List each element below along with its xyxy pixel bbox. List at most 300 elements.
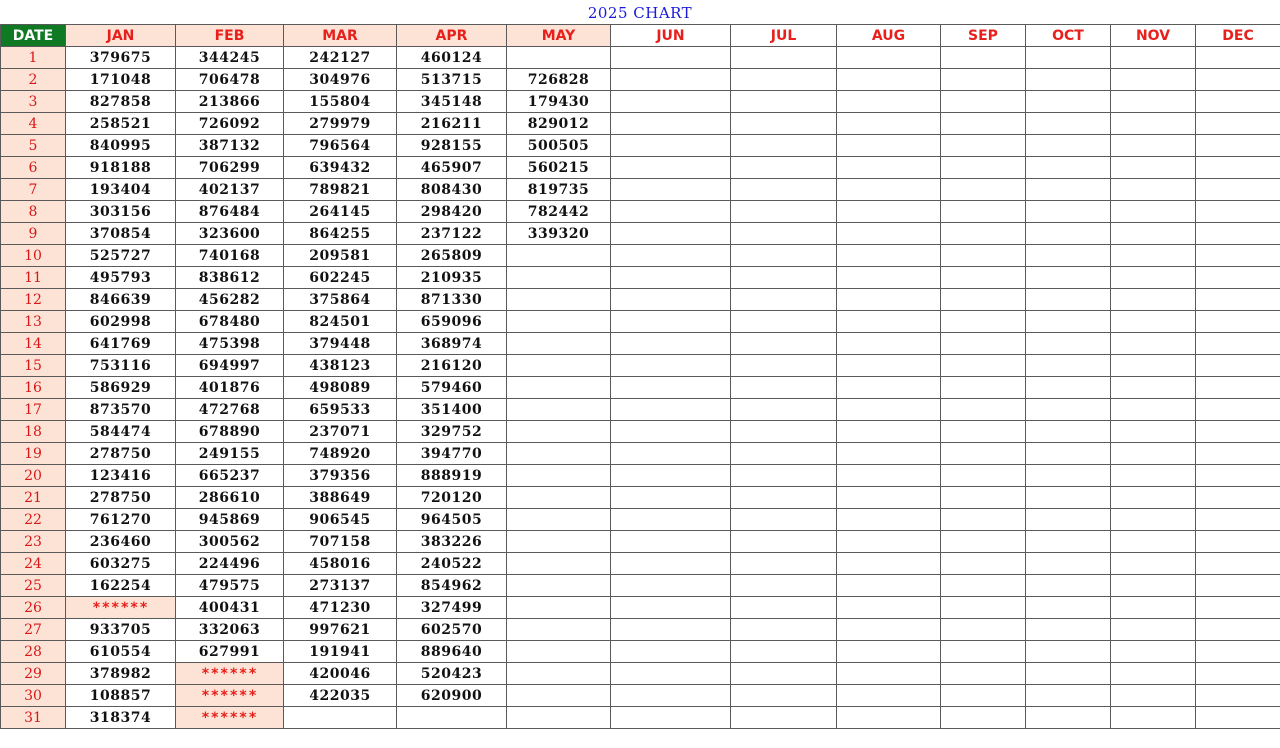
value-cell[interactable] bbox=[611, 443, 731, 465]
value-cell[interactable]: 304976 bbox=[284, 69, 397, 91]
value-cell[interactable] bbox=[1026, 201, 1111, 223]
value-cell[interactable] bbox=[837, 685, 941, 707]
value-cell[interactable]: 344245 bbox=[176, 47, 284, 69]
value-cell[interactable] bbox=[1026, 421, 1111, 443]
value-cell[interactable] bbox=[731, 619, 837, 641]
value-cell[interactable]: 216120 bbox=[397, 355, 507, 377]
date-cell[interactable]: 15 bbox=[1, 355, 66, 377]
value-cell[interactable]: 318374 bbox=[66, 707, 176, 729]
value-cell[interactable] bbox=[611, 47, 731, 69]
value-cell[interactable] bbox=[1111, 619, 1196, 641]
value-cell[interactable]: 694997 bbox=[176, 355, 284, 377]
value-cell[interactable] bbox=[1111, 377, 1196, 399]
date-cell[interactable]: 27 bbox=[1, 619, 66, 641]
value-cell[interactable] bbox=[731, 663, 837, 685]
col-header-jul[interactable]: JUL bbox=[731, 25, 837, 47]
value-cell[interactable] bbox=[731, 289, 837, 311]
value-cell[interactable] bbox=[731, 223, 837, 245]
date-cell[interactable]: 25 bbox=[1, 575, 66, 597]
value-cell[interactable] bbox=[507, 355, 611, 377]
value-cell[interactable] bbox=[611, 487, 731, 509]
value-cell[interactable]: 753116 bbox=[66, 355, 176, 377]
value-cell[interactable]: 627991 bbox=[176, 641, 284, 663]
col-header-nov[interactable]: NOV bbox=[1111, 25, 1196, 47]
value-cell[interactable] bbox=[1196, 421, 1280, 443]
value-cell[interactable] bbox=[611, 311, 731, 333]
value-cell[interactable] bbox=[1196, 663, 1280, 685]
date-cell[interactable]: 29 bbox=[1, 663, 66, 685]
value-cell[interactable]: 726092 bbox=[176, 113, 284, 135]
value-cell[interactable] bbox=[731, 179, 837, 201]
value-cell[interactable]: 465907 bbox=[397, 157, 507, 179]
value-cell[interactable] bbox=[1196, 377, 1280, 399]
value-cell[interactable] bbox=[731, 135, 837, 157]
value-cell[interactable]: 378982 bbox=[66, 663, 176, 685]
value-cell[interactable] bbox=[837, 663, 941, 685]
value-cell[interactable] bbox=[507, 509, 611, 531]
value-cell[interactable] bbox=[1026, 575, 1111, 597]
value-cell[interactable] bbox=[837, 179, 941, 201]
value-cell[interactable] bbox=[1026, 245, 1111, 267]
value-cell[interactable]: 602245 bbox=[284, 267, 397, 289]
date-cell[interactable]: 30 bbox=[1, 685, 66, 707]
value-cell[interactable] bbox=[507, 267, 611, 289]
value-cell[interactable]: 123416 bbox=[66, 465, 176, 487]
value-cell[interactable] bbox=[941, 179, 1026, 201]
value-cell[interactable]: 388649 bbox=[284, 487, 397, 509]
value-cell[interactable]: 748920 bbox=[284, 443, 397, 465]
value-cell[interactable] bbox=[837, 465, 941, 487]
value-cell[interactable] bbox=[1111, 333, 1196, 355]
date-cell[interactable]: 18 bbox=[1, 421, 66, 443]
value-cell[interactable]: 888919 bbox=[397, 465, 507, 487]
value-cell[interactable] bbox=[837, 487, 941, 509]
date-cell[interactable]: 14 bbox=[1, 333, 66, 355]
value-cell[interactable]: 579460 bbox=[397, 377, 507, 399]
value-cell[interactable] bbox=[1196, 289, 1280, 311]
value-cell[interactable] bbox=[1026, 553, 1111, 575]
value-cell[interactable] bbox=[837, 47, 941, 69]
value-cell[interactable] bbox=[731, 575, 837, 597]
date-cell[interactable]: 20 bbox=[1, 465, 66, 487]
date-cell[interactable]: 12 bbox=[1, 289, 66, 311]
value-cell[interactable]: 740168 bbox=[176, 245, 284, 267]
value-cell[interactable] bbox=[1111, 531, 1196, 553]
value-cell[interactable] bbox=[1111, 113, 1196, 135]
value-cell[interactable] bbox=[611, 641, 731, 663]
value-cell[interactable]: 379356 bbox=[284, 465, 397, 487]
value-cell[interactable] bbox=[1196, 113, 1280, 135]
value-cell[interactable] bbox=[941, 685, 1026, 707]
value-cell[interactable]: 458016 bbox=[284, 553, 397, 575]
value-cell[interactable] bbox=[1026, 641, 1111, 663]
value-cell[interactable] bbox=[507, 553, 611, 575]
value-cell[interactable] bbox=[731, 201, 837, 223]
col-header-aug[interactable]: AUG bbox=[837, 25, 941, 47]
value-cell[interactable]: 479575 bbox=[176, 575, 284, 597]
value-cell[interactable]: 495793 bbox=[66, 267, 176, 289]
value-cell[interactable]: 678480 bbox=[176, 311, 284, 333]
value-cell[interactable]: 379448 bbox=[284, 333, 397, 355]
value-cell[interactable]: ****** bbox=[176, 685, 284, 707]
value-cell[interactable] bbox=[1196, 47, 1280, 69]
value-cell[interactable] bbox=[731, 531, 837, 553]
value-cell[interactable] bbox=[1026, 487, 1111, 509]
value-cell[interactable]: 383226 bbox=[397, 531, 507, 553]
value-cell[interactable]: 706478 bbox=[176, 69, 284, 91]
value-cell[interactable] bbox=[1111, 201, 1196, 223]
value-cell[interactable] bbox=[731, 333, 837, 355]
value-cell[interactable] bbox=[611, 201, 731, 223]
value-cell[interactable] bbox=[941, 157, 1026, 179]
value-cell[interactable] bbox=[731, 399, 837, 421]
value-cell[interactable] bbox=[1026, 223, 1111, 245]
value-cell[interactable] bbox=[941, 69, 1026, 91]
value-cell[interactable] bbox=[611, 245, 731, 267]
value-cell[interactable] bbox=[1196, 575, 1280, 597]
value-cell[interactable]: 906545 bbox=[284, 509, 397, 531]
value-cell[interactable] bbox=[941, 531, 1026, 553]
value-cell[interactable] bbox=[941, 421, 1026, 443]
value-cell[interactable]: 387132 bbox=[176, 135, 284, 157]
col-header-dec[interactable]: DEC bbox=[1196, 25, 1280, 47]
value-cell[interactable] bbox=[1111, 245, 1196, 267]
value-cell[interactable]: 213866 bbox=[176, 91, 284, 113]
value-cell[interactable] bbox=[837, 531, 941, 553]
value-cell[interactable]: 249155 bbox=[176, 443, 284, 465]
value-cell[interactable] bbox=[1026, 443, 1111, 465]
col-header-jan[interactable]: JAN bbox=[66, 25, 176, 47]
value-cell[interactable]: 258521 bbox=[66, 113, 176, 135]
col-header-feb[interactable]: FEB bbox=[176, 25, 284, 47]
value-cell[interactable]: 236460 bbox=[66, 531, 176, 553]
value-cell[interactable]: 191941 bbox=[284, 641, 397, 663]
col-header-mar[interactable]: MAR bbox=[284, 25, 397, 47]
value-cell[interactable] bbox=[1026, 113, 1111, 135]
value-cell[interactable]: 678890 bbox=[176, 421, 284, 443]
value-cell[interactable]: 964505 bbox=[397, 509, 507, 531]
value-cell[interactable] bbox=[1196, 267, 1280, 289]
value-cell[interactable] bbox=[507, 443, 611, 465]
value-cell[interactable]: 641769 bbox=[66, 333, 176, 355]
value-cell[interactable]: 379675 bbox=[66, 47, 176, 69]
value-cell[interactable] bbox=[1111, 399, 1196, 421]
value-cell[interactable] bbox=[837, 113, 941, 135]
value-cell[interactable] bbox=[837, 641, 941, 663]
date-cell[interactable]: 10 bbox=[1, 245, 66, 267]
value-cell[interactable] bbox=[1111, 641, 1196, 663]
value-cell[interactable] bbox=[941, 311, 1026, 333]
value-cell[interactable]: 279979 bbox=[284, 113, 397, 135]
value-cell[interactable] bbox=[611, 377, 731, 399]
value-cell[interactable]: 456282 bbox=[176, 289, 284, 311]
value-cell[interactable] bbox=[507, 333, 611, 355]
value-cell[interactable] bbox=[1196, 487, 1280, 509]
value-cell[interactable] bbox=[941, 355, 1026, 377]
value-cell[interactable]: 300562 bbox=[176, 531, 284, 553]
value-cell[interactable] bbox=[1026, 135, 1111, 157]
value-cell[interactable] bbox=[507, 707, 611, 729]
value-cell[interactable] bbox=[1111, 47, 1196, 69]
value-cell[interactable] bbox=[837, 135, 941, 157]
date-cell[interactable]: 16 bbox=[1, 377, 66, 399]
value-cell[interactable]: 513715 bbox=[397, 69, 507, 91]
value-cell[interactable] bbox=[1026, 663, 1111, 685]
date-cell[interactable]: 7 bbox=[1, 179, 66, 201]
value-cell[interactable] bbox=[1026, 685, 1111, 707]
date-cell[interactable]: 11 bbox=[1, 267, 66, 289]
value-cell[interactable] bbox=[1026, 157, 1111, 179]
value-cell[interactable]: 584474 bbox=[66, 421, 176, 443]
value-cell[interactable] bbox=[1026, 333, 1111, 355]
value-cell[interactable] bbox=[837, 91, 941, 113]
value-cell[interactable] bbox=[1196, 179, 1280, 201]
value-cell[interactable] bbox=[731, 355, 837, 377]
value-cell[interactable] bbox=[611, 399, 731, 421]
value-cell[interactable]: 808430 bbox=[397, 179, 507, 201]
value-cell[interactable] bbox=[941, 223, 1026, 245]
value-cell[interactable]: 339320 bbox=[507, 223, 611, 245]
value-cell[interactable] bbox=[837, 333, 941, 355]
value-cell[interactable]: ****** bbox=[176, 663, 284, 685]
value-cell[interactable]: 796564 bbox=[284, 135, 397, 157]
value-cell[interactable] bbox=[507, 575, 611, 597]
value-cell[interactable] bbox=[1111, 421, 1196, 443]
value-cell[interactable]: 438123 bbox=[284, 355, 397, 377]
value-cell[interactable] bbox=[941, 333, 1026, 355]
value-cell[interactable]: 520423 bbox=[397, 663, 507, 685]
value-cell[interactable] bbox=[1026, 69, 1111, 91]
value-cell[interactable] bbox=[941, 487, 1026, 509]
value-cell[interactable] bbox=[507, 245, 611, 267]
value-cell[interactable]: 782442 bbox=[507, 201, 611, 223]
value-cell[interactable] bbox=[507, 311, 611, 333]
value-cell[interactable] bbox=[507, 465, 611, 487]
value-cell[interactable]: 278750 bbox=[66, 487, 176, 509]
value-cell[interactable] bbox=[507, 685, 611, 707]
date-cell[interactable]: 22 bbox=[1, 509, 66, 531]
value-cell[interactable] bbox=[507, 663, 611, 685]
value-cell[interactable]: 827858 bbox=[66, 91, 176, 113]
value-cell[interactable] bbox=[611, 289, 731, 311]
value-cell[interactable] bbox=[837, 399, 941, 421]
value-cell[interactable] bbox=[1196, 399, 1280, 421]
value-cell[interactable]: 706299 bbox=[176, 157, 284, 179]
value-cell[interactable]: 560215 bbox=[507, 157, 611, 179]
value-cell[interactable] bbox=[1196, 223, 1280, 245]
value-cell[interactable] bbox=[1026, 179, 1111, 201]
date-cell[interactable]: 26 bbox=[1, 597, 66, 619]
value-cell[interactable] bbox=[1026, 707, 1111, 729]
value-cell[interactable] bbox=[1111, 289, 1196, 311]
value-cell[interactable]: 329752 bbox=[397, 421, 507, 443]
value-cell[interactable] bbox=[1196, 707, 1280, 729]
value-cell[interactable]: 240522 bbox=[397, 553, 507, 575]
value-cell[interactable] bbox=[941, 509, 1026, 531]
value-cell[interactable] bbox=[1111, 707, 1196, 729]
value-cell[interactable]: 945869 bbox=[176, 509, 284, 531]
value-cell[interactable] bbox=[731, 47, 837, 69]
date-cell[interactable]: 24 bbox=[1, 553, 66, 575]
value-cell[interactable] bbox=[941, 267, 1026, 289]
value-cell[interactable]: ****** bbox=[66, 597, 176, 619]
value-cell[interactable]: 761270 bbox=[66, 509, 176, 531]
value-cell[interactable] bbox=[941, 289, 1026, 311]
value-cell[interactable]: 824501 bbox=[284, 311, 397, 333]
date-cell[interactable]: 4 bbox=[1, 113, 66, 135]
value-cell[interactable]: 460124 bbox=[397, 47, 507, 69]
value-cell[interactable]: 265809 bbox=[397, 245, 507, 267]
value-cell[interactable] bbox=[837, 311, 941, 333]
value-cell[interactable] bbox=[731, 597, 837, 619]
value-cell[interactable]: 620900 bbox=[397, 685, 507, 707]
value-cell[interactable]: 303156 bbox=[66, 201, 176, 223]
value-cell[interactable] bbox=[837, 267, 941, 289]
value-cell[interactable] bbox=[611, 465, 731, 487]
value-cell[interactable]: 840995 bbox=[66, 135, 176, 157]
value-cell[interactable]: 819735 bbox=[507, 179, 611, 201]
col-header-date[interactable]: DATE bbox=[1, 25, 66, 47]
value-cell[interactable] bbox=[941, 245, 1026, 267]
value-cell[interactable]: 665237 bbox=[176, 465, 284, 487]
value-cell[interactable] bbox=[507, 641, 611, 663]
value-cell[interactable] bbox=[1196, 465, 1280, 487]
value-cell[interactable]: 273137 bbox=[284, 575, 397, 597]
value-cell[interactable] bbox=[611, 157, 731, 179]
value-cell[interactable] bbox=[1196, 311, 1280, 333]
value-cell[interactable]: 193404 bbox=[66, 179, 176, 201]
value-cell[interactable]: 210935 bbox=[397, 267, 507, 289]
value-cell[interactable] bbox=[941, 597, 1026, 619]
value-cell[interactable] bbox=[611, 135, 731, 157]
value-cell[interactable]: 179430 bbox=[507, 91, 611, 113]
date-cell[interactable]: 28 bbox=[1, 641, 66, 663]
value-cell[interactable]: 854962 bbox=[397, 575, 507, 597]
value-cell[interactable] bbox=[941, 135, 1026, 157]
value-cell[interactable] bbox=[731, 377, 837, 399]
date-cell[interactable]: 31 bbox=[1, 707, 66, 729]
value-cell[interactable]: 602570 bbox=[397, 619, 507, 641]
value-cell[interactable]: 286610 bbox=[176, 487, 284, 509]
value-cell[interactable] bbox=[1196, 69, 1280, 91]
value-cell[interactable] bbox=[611, 179, 731, 201]
value-cell[interactable]: 789821 bbox=[284, 179, 397, 201]
value-cell[interactable] bbox=[837, 597, 941, 619]
col-header-oct[interactable]: OCT bbox=[1026, 25, 1111, 47]
value-cell[interactable] bbox=[507, 597, 611, 619]
value-cell[interactable] bbox=[1026, 531, 1111, 553]
date-cell[interactable]: 3 bbox=[1, 91, 66, 113]
col-header-sep[interactable]: SEP bbox=[941, 25, 1026, 47]
value-cell[interactable]: 707158 bbox=[284, 531, 397, 553]
value-cell[interactable] bbox=[1111, 443, 1196, 465]
value-cell[interactable] bbox=[1111, 267, 1196, 289]
value-cell[interactable] bbox=[1026, 355, 1111, 377]
value-cell[interactable] bbox=[731, 421, 837, 443]
value-cell[interactable] bbox=[1196, 355, 1280, 377]
value-cell[interactable]: 720120 bbox=[397, 487, 507, 509]
value-cell[interactable]: 171048 bbox=[66, 69, 176, 91]
value-cell[interactable]: 889640 bbox=[397, 641, 507, 663]
value-cell[interactable] bbox=[837, 443, 941, 465]
value-cell[interactable] bbox=[1026, 311, 1111, 333]
col-header-may[interactable]: MAY bbox=[507, 25, 611, 47]
value-cell[interactable] bbox=[731, 465, 837, 487]
value-cell[interactable] bbox=[507, 531, 611, 553]
value-cell[interactable] bbox=[837, 421, 941, 443]
date-cell[interactable]: 23 bbox=[1, 531, 66, 553]
value-cell[interactable] bbox=[731, 113, 837, 135]
date-cell[interactable]: 19 bbox=[1, 443, 66, 465]
value-cell[interactable] bbox=[1111, 355, 1196, 377]
value-cell[interactable] bbox=[1111, 223, 1196, 245]
value-cell[interactable]: 237071 bbox=[284, 421, 397, 443]
value-cell[interactable]: 332063 bbox=[176, 619, 284, 641]
value-cell[interactable]: 726828 bbox=[507, 69, 611, 91]
value-cell[interactable] bbox=[837, 575, 941, 597]
value-cell[interactable] bbox=[837, 289, 941, 311]
value-cell[interactable]: 209581 bbox=[284, 245, 397, 267]
value-cell[interactable]: 610554 bbox=[66, 641, 176, 663]
value-cell[interactable] bbox=[1026, 465, 1111, 487]
value-cell[interactable]: 327499 bbox=[397, 597, 507, 619]
value-cell[interactable]: 475398 bbox=[176, 333, 284, 355]
value-cell[interactable]: 500505 bbox=[507, 135, 611, 157]
date-cell[interactable]: 21 bbox=[1, 487, 66, 509]
value-cell[interactable]: 498089 bbox=[284, 377, 397, 399]
value-cell[interactable] bbox=[611, 619, 731, 641]
value-cell[interactable] bbox=[1026, 267, 1111, 289]
value-cell[interactable]: 298420 bbox=[397, 201, 507, 223]
value-cell[interactable] bbox=[611, 223, 731, 245]
value-cell[interactable] bbox=[1111, 553, 1196, 575]
value-cell[interactable] bbox=[1111, 157, 1196, 179]
value-cell[interactable]: 659096 bbox=[397, 311, 507, 333]
col-header-jun[interactable]: JUN bbox=[611, 25, 731, 47]
value-cell[interactable]: 864255 bbox=[284, 223, 397, 245]
value-cell[interactable] bbox=[611, 509, 731, 531]
value-cell[interactable]: 829012 bbox=[507, 113, 611, 135]
date-cell[interactable]: 9 bbox=[1, 223, 66, 245]
value-cell[interactable] bbox=[611, 113, 731, 135]
value-cell[interactable] bbox=[611, 421, 731, 443]
value-cell[interactable]: 471230 bbox=[284, 597, 397, 619]
value-cell[interactable]: 278750 bbox=[66, 443, 176, 465]
value-cell[interactable]: 237122 bbox=[397, 223, 507, 245]
value-cell[interactable] bbox=[1026, 619, 1111, 641]
value-cell[interactable]: 846639 bbox=[66, 289, 176, 311]
value-cell[interactable]: 402137 bbox=[176, 179, 284, 201]
value-cell[interactable] bbox=[1026, 91, 1111, 113]
value-cell[interactable] bbox=[397, 707, 507, 729]
value-cell[interactable] bbox=[1111, 487, 1196, 509]
value-cell[interactable] bbox=[837, 69, 941, 91]
value-cell[interactable] bbox=[941, 47, 1026, 69]
value-cell[interactable] bbox=[941, 399, 1026, 421]
value-cell[interactable]: 370854 bbox=[66, 223, 176, 245]
value-cell[interactable] bbox=[941, 465, 1026, 487]
value-cell[interactable] bbox=[507, 47, 611, 69]
value-cell[interactable] bbox=[1026, 377, 1111, 399]
value-cell[interactable] bbox=[611, 531, 731, 553]
value-cell[interactable]: 345148 bbox=[397, 91, 507, 113]
value-cell[interactable]: 264145 bbox=[284, 201, 397, 223]
value-cell[interactable] bbox=[611, 707, 731, 729]
value-cell[interactable] bbox=[731, 707, 837, 729]
value-cell[interactable] bbox=[507, 377, 611, 399]
value-cell[interactable] bbox=[1111, 69, 1196, 91]
value-cell[interactable]: 242127 bbox=[284, 47, 397, 69]
